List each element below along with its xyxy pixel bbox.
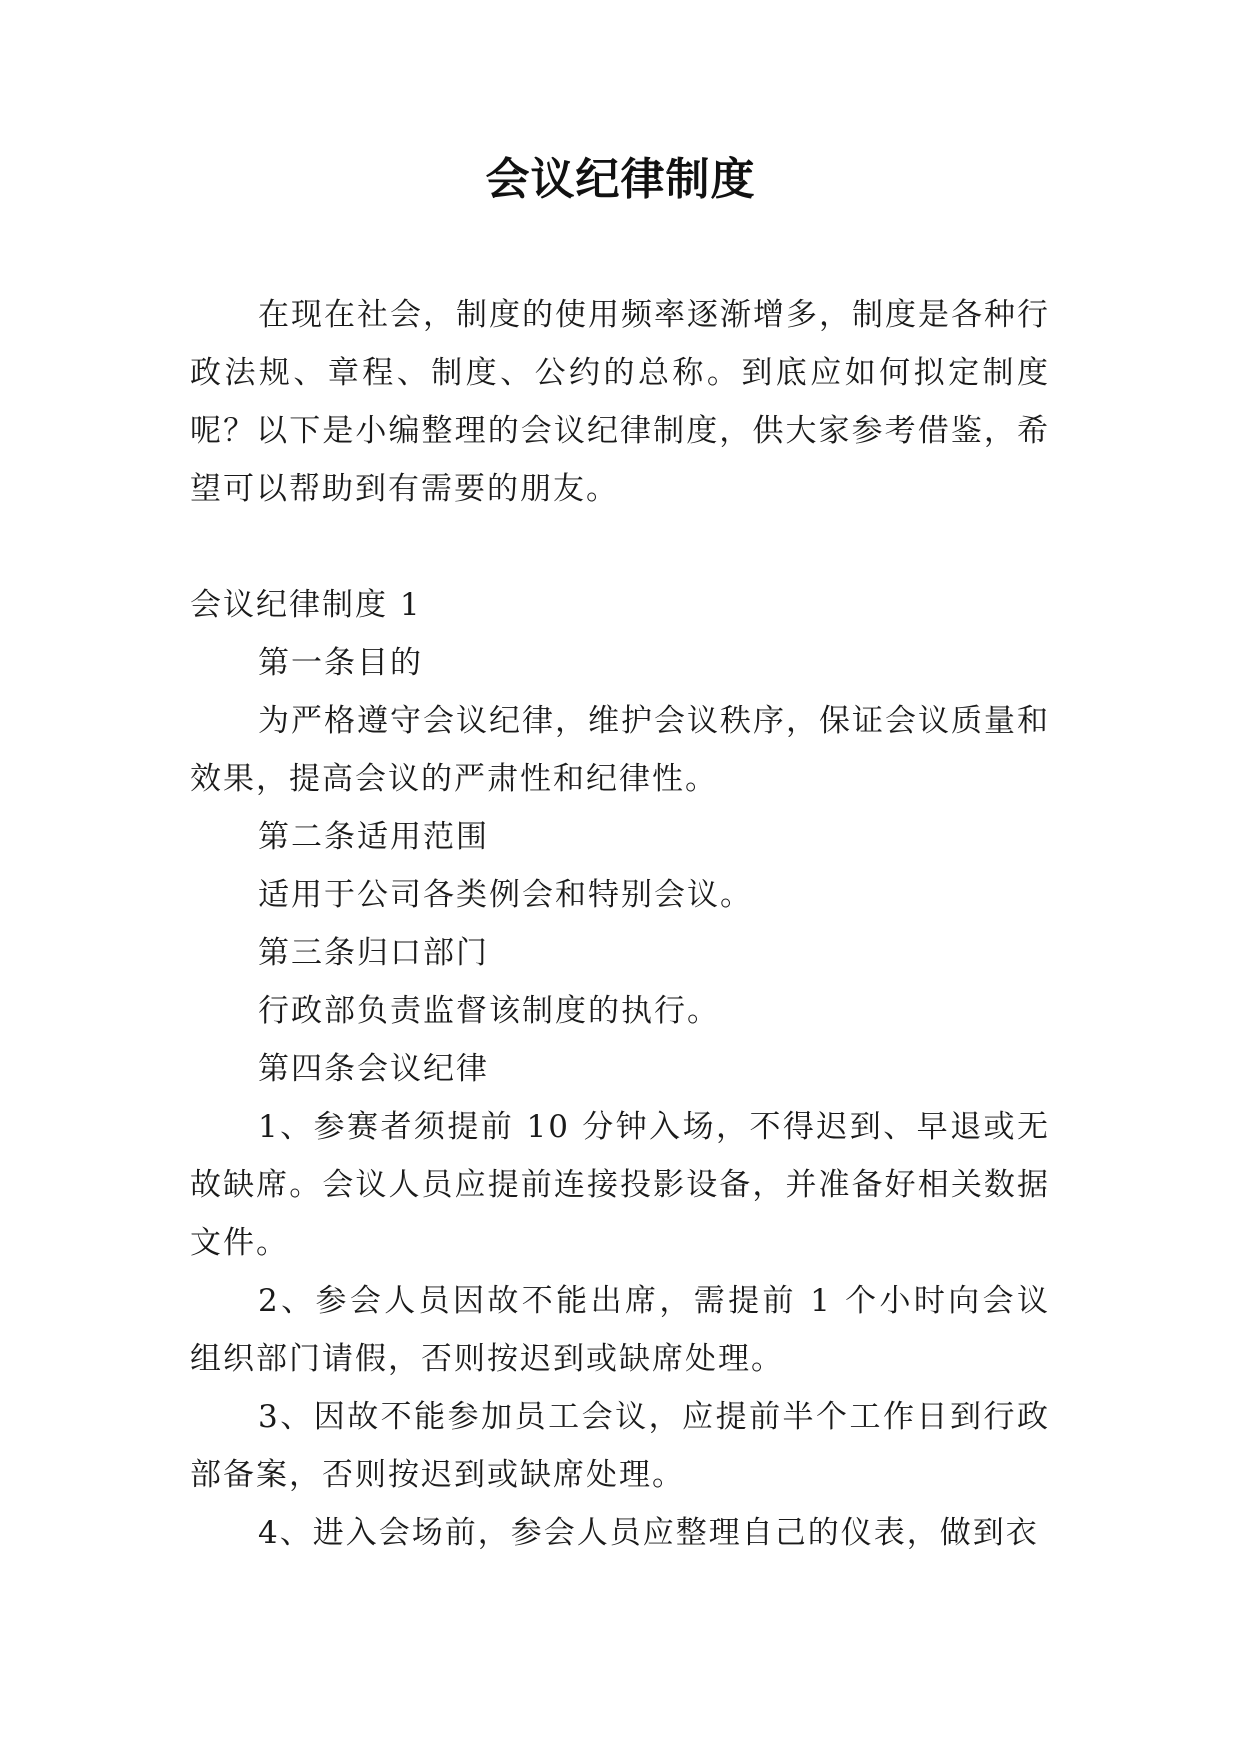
section-heading: 会议纪律制度 1 (190, 587, 422, 623)
document-body (190, 286, 1050, 1562)
article-3-heading: 第三条归口部门 (258, 935, 489, 971)
article-1-heading: 第一条目的 (258, 645, 423, 681)
article-2-heading: 第二条适用范围 (258, 819, 489, 855)
intro-paragraph: 在现在社会，制度的使用频率逐渐增多，制度是各种行政法规、章程、制度、公约的总称。到底应如何拟定制度呢？以下是小编整理的会议纪律制度，供大家参考借鉴，希望可以帮助到有需要的朋友。 (190, 297, 1050, 507)
rule-4-text: 4、进入会场前，参会人员应整理自己的仪表，做到衣 (258, 1515, 1039, 1551)
article-3-text: 行政部负责监督该制度的执行。 (258, 993, 720, 1029)
rule-1-text: 1、参赛者须提前 10 分钟入场，不得迟到、早退或无故缺席。会议人员应提前连接投影设备，并准备好相关数据文件。 (190, 1109, 1050, 1261)
article-2-text: 适用于公司各类例会和特别会议。 (258, 877, 753, 913)
article-1-text: 为严格遵守会议纪律，维护会议秩序，保证会议质量和效果，提高会议的严肃性和纪律性。 (190, 703, 1050, 797)
article-4-heading: 第四条会议纪律 (258, 1051, 489, 1087)
rule-2-text: 2、参会人员因故不能出席，需提前 1 个小时向会议组织部门请假，否则按迟到或缺席处理。 (190, 1283, 1050, 1377)
document-title: 会议纪律制度 (485, 154, 756, 205)
rule-3-text: 3、因故不能参加员工会议，应提前半个工作日到行政部备案，否则按迟到或缺席处理。 (190, 1399, 1050, 1493)
